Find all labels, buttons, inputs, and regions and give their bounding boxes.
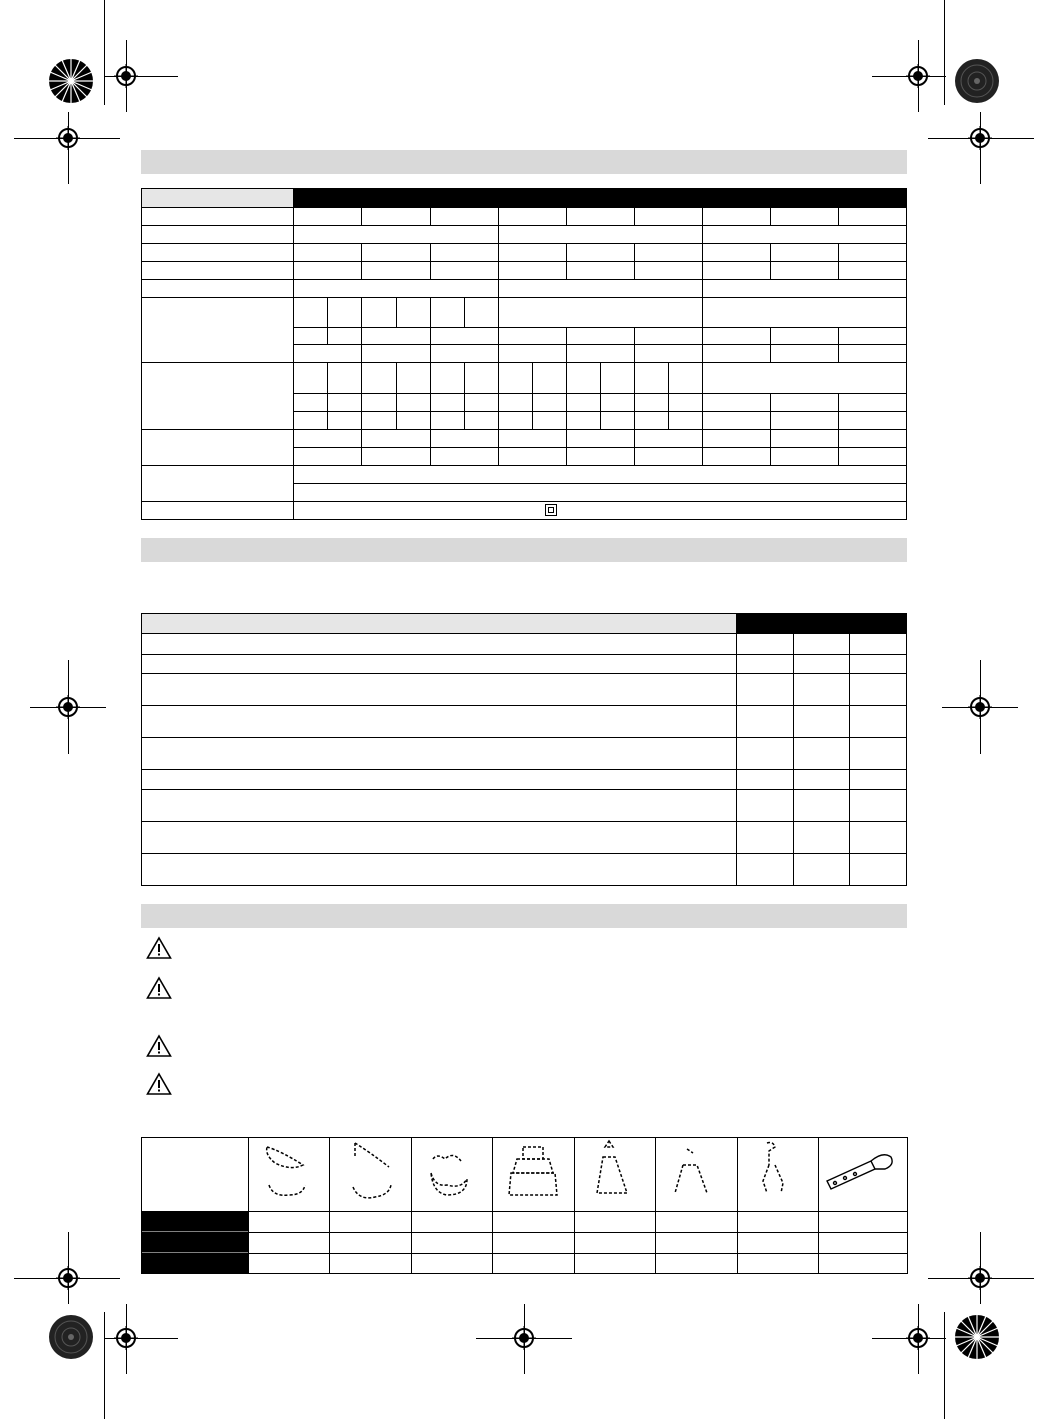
protection-class-II-icon xyxy=(546,505,557,516)
warning-triangle-icon xyxy=(146,1072,172,1096)
registration-target-icon xyxy=(114,64,138,88)
registration-target-icon xyxy=(906,1326,930,1350)
scraper-tool-icon xyxy=(827,1155,892,1189)
color-registration-wheel-icon xyxy=(48,58,94,104)
accessory-table xyxy=(141,1137,908,1274)
nozzle-1-icon xyxy=(267,1147,305,1195)
spec-table xyxy=(141,188,907,520)
nozzle-6-icon xyxy=(675,1149,707,1193)
nozzle-7-icon xyxy=(763,1143,783,1194)
registration-target-icon xyxy=(968,126,992,150)
registration-target-icon xyxy=(968,1266,992,1290)
registration-target-icon xyxy=(968,695,992,719)
warning-triangle-icon xyxy=(146,976,172,1000)
color-registration-wheel-icon xyxy=(954,1314,1000,1360)
crop-line xyxy=(944,1312,945,1419)
nozzle-3-icon xyxy=(431,1155,467,1195)
color-registration-wheel-icon xyxy=(954,58,1000,104)
registration-target-icon xyxy=(56,126,80,150)
checklist-table xyxy=(141,613,907,886)
registration-target-icon xyxy=(906,64,930,88)
warning-triangle-icon xyxy=(146,936,172,960)
section-header-bar xyxy=(141,904,907,928)
registration-target-icon xyxy=(56,1266,80,1290)
nozzle-5-icon xyxy=(597,1141,627,1193)
crop-line xyxy=(104,1312,105,1419)
nozzle-2-icon xyxy=(353,1143,391,1198)
crop-line xyxy=(104,0,105,105)
color-registration-wheel-icon xyxy=(48,1314,94,1360)
registration-target-icon xyxy=(56,695,80,719)
section-header-bar xyxy=(141,150,907,174)
nozzle-4-icon xyxy=(509,1147,557,1195)
warning-triangle-icon xyxy=(146,1034,172,1058)
registration-target-icon xyxy=(114,1326,138,1350)
registration-target-icon xyxy=(512,1326,536,1350)
section-header-bar xyxy=(141,538,907,562)
crop-line xyxy=(944,0,945,105)
